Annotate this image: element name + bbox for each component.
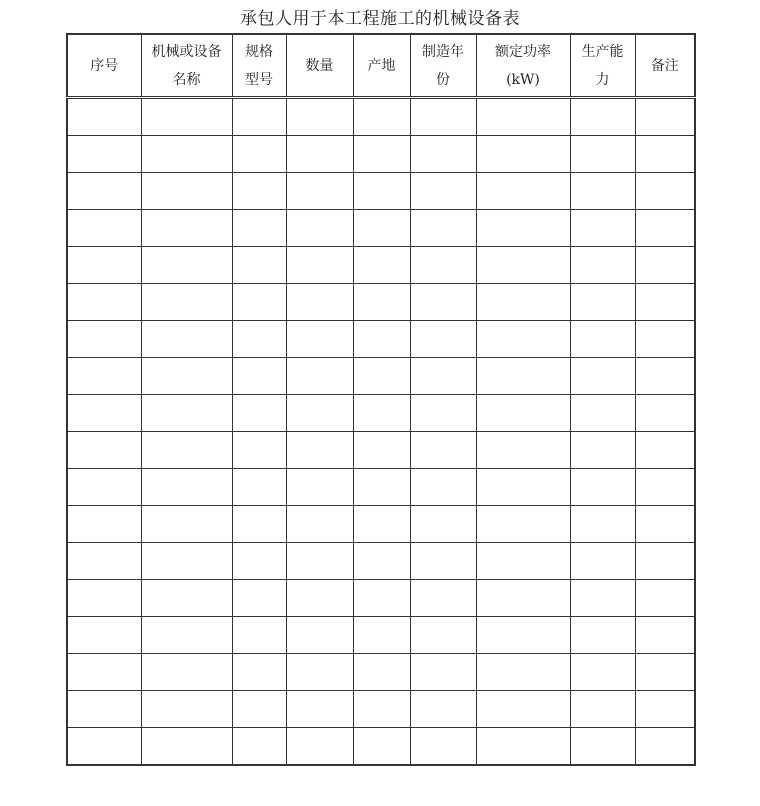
- column-header-index: [67, 34, 141, 98]
- table-cell: [232, 543, 286, 580]
- table-cell: [232, 98, 286, 136]
- table-cell: [570, 247, 635, 284]
- table-cell: [286, 210, 353, 247]
- table-cell: [67, 617, 141, 654]
- table-cell: [141, 321, 232, 358]
- table-cell: [286, 580, 353, 617]
- table-cell: [232, 469, 286, 506]
- table-cell: [570, 173, 635, 210]
- table-row: [67, 580, 695, 617]
- table-cell: [570, 98, 635, 136]
- header-line: 生产能: [581, 43, 624, 60]
- table-cell: [232, 136, 286, 173]
- table-cell: [635, 580, 695, 617]
- table-cell: [476, 728, 570, 766]
- table-cell: [353, 395, 410, 432]
- table-cell: [570, 358, 635, 395]
- table-cell: [141, 691, 232, 728]
- table-cell: [232, 691, 286, 728]
- table-cell: [570, 506, 635, 543]
- column-header-remarks: [635, 34, 695, 98]
- header-line: 规格: [245, 43, 273, 60]
- table-cell: [232, 580, 286, 617]
- header-line: 份: [436, 71, 450, 88]
- table-cell: [232, 210, 286, 247]
- header-line: 机械或设备: [151, 43, 222, 60]
- table-cell: [410, 395, 476, 432]
- table-cell: [410, 691, 476, 728]
- table-cell: [570, 284, 635, 321]
- table-cell: [635, 98, 695, 136]
- column-header-quantity: [286, 34, 353, 98]
- column-header-equipment-name: [141, 34, 232, 98]
- table-row: [67, 395, 695, 432]
- table-cell: [476, 469, 570, 506]
- table-cell: [476, 284, 570, 321]
- table-cell: [141, 210, 232, 247]
- table-cell: [570, 580, 635, 617]
- table-cell: [476, 98, 570, 136]
- table-cell: [286, 728, 353, 766]
- table-cell: [286, 506, 353, 543]
- table-cell: [67, 432, 141, 469]
- table-cell: [635, 654, 695, 691]
- table-cell: [141, 728, 232, 766]
- table-cell: [141, 432, 232, 469]
- header-line: 名称: [172, 71, 201, 88]
- table-cell: [476, 617, 570, 654]
- table-cell: [353, 247, 410, 284]
- table-row: [67, 98, 695, 136]
- table-cell: [232, 284, 286, 321]
- table-row: [67, 210, 695, 247]
- table-cell: [353, 210, 410, 247]
- table-cell: [353, 432, 410, 469]
- table-cell: [635, 617, 695, 654]
- table-cell: [141, 469, 232, 506]
- table-cell: [635, 136, 695, 173]
- table-cell: [232, 321, 286, 358]
- table-cell: [141, 506, 232, 543]
- table-cell: [286, 358, 353, 395]
- table-cell: [635, 506, 695, 543]
- table-cell: [232, 432, 286, 469]
- table-cell: [353, 506, 410, 543]
- table-cell: [286, 98, 353, 136]
- table-cell: [410, 210, 476, 247]
- table-cell: [141, 395, 232, 432]
- table-cell: [141, 98, 232, 136]
- table-cell: [410, 469, 476, 506]
- table-cell: [353, 654, 410, 691]
- table-row: [67, 728, 695, 766]
- header-row: [67, 34, 695, 98]
- table-cell: [570, 654, 635, 691]
- table-cell: [286, 617, 353, 654]
- table-cell: [141, 173, 232, 210]
- table-cell: [141, 617, 232, 654]
- table-cell: [232, 395, 286, 432]
- table-cell: [410, 543, 476, 580]
- table-cell: [476, 395, 570, 432]
- table-cell: [476, 210, 570, 247]
- table-cell: [476, 580, 570, 617]
- table-row: [67, 284, 695, 321]
- table-cell: [476, 691, 570, 728]
- table-cell: [286, 691, 353, 728]
- table-cell: [570, 136, 635, 173]
- header-line: 型号: [245, 71, 273, 88]
- table-cell: [353, 580, 410, 617]
- table-cell: [410, 247, 476, 284]
- table-cell: [476, 506, 570, 543]
- table-cell: [570, 210, 635, 247]
- table-cell: [476, 543, 570, 580]
- column-header-capacity: [570, 34, 635, 98]
- equipment-table: [66, 33, 696, 766]
- table-cell: [353, 358, 410, 395]
- table-cell: [67, 691, 141, 728]
- table-cell: [67, 247, 141, 284]
- table-cell: [286, 284, 353, 321]
- table-cell: [286, 321, 353, 358]
- table-cell: [635, 210, 695, 247]
- table-cell: [232, 617, 286, 654]
- table-cell: [67, 654, 141, 691]
- table-cell: [635, 728, 695, 766]
- table-cell: [635, 284, 695, 321]
- table-row: [67, 654, 695, 691]
- table-cell: [635, 691, 695, 728]
- table-cell: [410, 506, 476, 543]
- table-row: [67, 469, 695, 506]
- table-cell: [570, 543, 635, 580]
- table-row: [67, 432, 695, 469]
- table-row: [67, 543, 695, 580]
- table-cell: [476, 173, 570, 210]
- table-cell: [570, 469, 635, 506]
- table-cell: [286, 173, 353, 210]
- table-cell: [67, 395, 141, 432]
- table-cell: [635, 432, 695, 469]
- table-cell: [286, 543, 353, 580]
- table-cell: [353, 98, 410, 136]
- table-cell: [286, 136, 353, 173]
- table-cell: [570, 617, 635, 654]
- table-cell: [476, 358, 570, 395]
- table-cell: [67, 728, 141, 766]
- table-cell: [286, 654, 353, 691]
- table-row: [67, 358, 695, 395]
- table-cell: [570, 432, 635, 469]
- table-cell: [570, 321, 635, 358]
- table-cell: [232, 506, 286, 543]
- table-cell: [353, 284, 410, 321]
- table-body: [67, 98, 695, 766]
- table-cell: [286, 247, 353, 284]
- table-row: [67, 136, 695, 173]
- table-cell: [635, 358, 695, 395]
- table-cell: [410, 98, 476, 136]
- table-cell: [410, 284, 476, 321]
- header-line: 额定功率: [495, 43, 551, 60]
- table-cell: [286, 432, 353, 469]
- table-cell: [410, 617, 476, 654]
- header-line: (kW): [506, 71, 540, 88]
- table-cell: [141, 247, 232, 284]
- table-cell: [67, 358, 141, 395]
- table-cell: [570, 691, 635, 728]
- table-cell: [353, 691, 410, 728]
- header-line: 序号: [90, 57, 119, 74]
- table-cell: [141, 136, 232, 173]
- table-cell: [476, 432, 570, 469]
- table-cell: [410, 358, 476, 395]
- table-cell: [67, 321, 141, 358]
- table-cell: [232, 358, 286, 395]
- table-cell: [635, 395, 695, 432]
- table-cell: [141, 654, 232, 691]
- table-cell: [232, 654, 286, 691]
- table-cell: [353, 469, 410, 506]
- table-cell: [410, 136, 476, 173]
- table-cell: [635, 321, 695, 358]
- table-row: [67, 617, 695, 654]
- table-cell: [410, 728, 476, 766]
- table-cell: [635, 247, 695, 284]
- table-cell: [232, 173, 286, 210]
- table-cell: [635, 543, 695, 580]
- header-line: 产地: [367, 57, 396, 74]
- table-cell: [410, 580, 476, 617]
- table-cell: [635, 173, 695, 210]
- table-cell: [67, 543, 141, 580]
- header-line: 制造年: [422, 43, 464, 60]
- table-cell: [570, 395, 635, 432]
- table-cell: [67, 210, 141, 247]
- table-cell: [141, 543, 232, 580]
- table-cell: [67, 98, 141, 136]
- table-cell: [67, 173, 141, 210]
- table-row: [67, 247, 695, 284]
- table-cell: [353, 173, 410, 210]
- table-row: [67, 173, 695, 210]
- table-cell: [67, 506, 141, 543]
- column-header-manufacture-year: [410, 34, 476, 98]
- header-line: 数量: [305, 57, 334, 74]
- table-cell: [286, 469, 353, 506]
- table-cell: [141, 358, 232, 395]
- document-title: 承包人用于本工程施工的机械设备表: [240, 9, 520, 29]
- table-cell: [67, 136, 141, 173]
- table-cell: [353, 136, 410, 173]
- table-cell: [232, 247, 286, 284]
- table-cell: [476, 247, 570, 284]
- table-cell: [410, 654, 476, 691]
- table-cell: [635, 469, 695, 506]
- table-cell: [67, 580, 141, 617]
- table-cell: [286, 395, 353, 432]
- table-cell: [353, 728, 410, 766]
- table-cell: [141, 580, 232, 617]
- table-cell: [353, 321, 410, 358]
- table-cell: [476, 136, 570, 173]
- table-cell: [410, 432, 476, 469]
- table-cell: [410, 173, 476, 210]
- table-cell: [67, 469, 141, 506]
- table-cell: [570, 728, 635, 766]
- table-cell: [67, 284, 141, 321]
- column-header-rated-power: [476, 34, 570, 98]
- column-header-origin: [353, 34, 410, 98]
- column-header-model: [232, 34, 286, 98]
- header-line: 备注: [650, 57, 679, 74]
- header-line: 力: [595, 71, 610, 88]
- table-cell: [410, 321, 476, 358]
- table-cell: [353, 617, 410, 654]
- table-row: [67, 506, 695, 543]
- table-cell: [353, 543, 410, 580]
- table-cell: [476, 321, 570, 358]
- table-cell: [141, 284, 232, 321]
- table-cell: [476, 654, 570, 691]
- table-row: [67, 321, 695, 358]
- table-cell: [232, 728, 286, 766]
- table-row: [67, 691, 695, 728]
